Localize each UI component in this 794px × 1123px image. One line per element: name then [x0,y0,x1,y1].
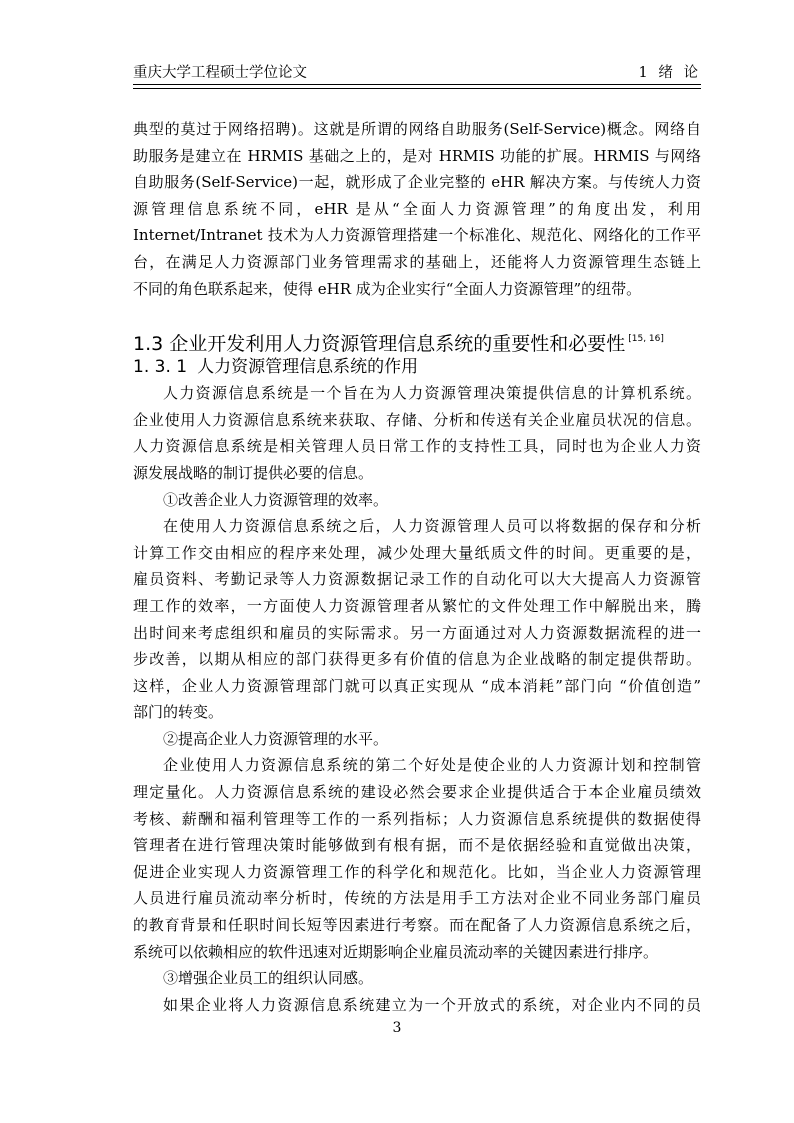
list-item-heading: ①改善企业人力资源管理的效率。 [163,490,389,509]
text-line: 部门的转变。 [133,703,224,722]
text-line: 的教育背景和任职时间长短等因素进行考察。而在配备了人力资源信息系统之后， [133,916,701,935]
subsection-number: 1. 3. 1 [133,357,188,378]
text-line: 管理者在进行管理决策时能够做到有根有据，而不是依据经验和直觉做出决策， [133,836,701,855]
section-number: 1.3 [133,333,164,356]
text-line: 如果企业将人力资源信息系统建立为一个开放式的系统，对企业内不同的员 [163,995,701,1014]
header-thesis-title: 重庆大学工程硕士学位论文 [133,65,307,81]
header-rule-thick [133,84,701,85]
text-line: 源发展战略的制订提供必要的信息。 [133,463,374,482]
text-line: 助服务是建立在 HRMIS 基础之上的，是对 HRMIS 功能的扩展。HRMIS 与网络 [133,146,701,165]
header-chapter-title: 1 绪 论 [638,65,701,81]
text-line: 企业使用人力资源信息系统来获取、存储、分析和传送有关企业雇员状况的信息。 [133,410,701,429]
list-item-heading: ②提高企业人力资源管理的水平。 [163,729,389,748]
header-rule-thin [133,88,701,89]
page-body [133,116,701,1018]
text-line: 计算工作交由相应的程序来处理，减少处理大量纸质文件的时间。更重要的是， [133,543,701,562]
section-citation: [15, 16] [628,334,664,345]
list-item-heading: ③增强企业员工的组织认同感。 [163,969,374,988]
text-line: 步改善，以期从相应的部门获得更多有价值的信息为企业战略的制定提供帮助。 [133,650,701,669]
text-line: 理定量化。人力资源信息系统的建设必然会要求企业提供适合于本企业雇员绩效 [133,783,701,802]
text-line: 雇员资料、考勤记录等人力资源数据记录工作的自动化可以大大提高人力资源管 [133,570,701,589]
subsection-title: 人力资源管理信息系统的作用 [197,357,419,378]
text-line: 出时间来考虑组织和雇员的实际需求。另一方面通过对人力资源数据流程的进一 [133,623,701,642]
subsection-heading [133,354,701,380]
text-line: 系统可以依赖相应的软件迅速对近期影响企业雇员流动率的关键因素进行排序。 [133,942,659,961]
text-line: 典型的莫过于网络招聘)。这就是所谓的网络自助服务(Self-Service)概念。网络自 [133,120,701,138]
text-line: 人力资源信息系统是相关管理人员日常工作的支持性工具，同时也为企业人力资 [133,437,701,456]
text-line: 促进企业实现人力资源管理工作的科学化和规范化。比如，当企业人力资源管理 [133,862,701,881]
text-line: 不同的角色联系起来，使得 eHR 成为企业实行“全面人力资源管理”的纽带。 [133,279,642,298]
text-line: 在使用人力资源信息系统之后，人力资源管理人员可以将数据的保存和分析 [163,517,701,536]
text-line: 这样，企业人力资源管理部门就可以真正实现从 “成本消耗”部门向 “价值创造” [133,676,701,695]
section-heading [133,324,701,354]
text-line: 理工作的效率，一方面使人力资源管理者从繁忙的文件处理工作中解脱出来，腾 [133,596,701,615]
text-line: 企业使用人力资源信息系统的第二个好处是使企业的人力资源计划和控制管 [163,756,701,775]
text-line: 自助服务(Self-Service)一起，就形成了企业完整的 eHR 解决方案。与传统人力资 [133,173,701,192]
running-header [133,62,701,84]
section-title: 企业开发利用人力资源管理信息系统的重要性和必要性 [169,333,626,356]
text-line: 台，在满足人力资源部门业务管理需求的基础上，还能将人力资源管理生态链上 [133,252,701,271]
page-number: 3 [392,1020,402,1036]
text-line: Internet/Intranet 技术为人力资源管理搭建一个标准化、规范化、网络化的工作平 [133,226,701,245]
text-line: 源管理信息系统不同，eHR 是从“全面人力资源管理”的角度出发，利用 [133,199,701,218]
text-line: 人员进行雇员流动率分析时，传统的方法是用手工方法对企业不同业务部门雇员 [133,889,701,908]
spacer [133,302,701,324]
text-line: 考核、薪酬和福利管理等工作的一系列指标；人力资源信息系统提供的数据使得 [133,809,701,828]
text-line: 人力资源信息系统是一个旨在为人力资源管理决策提供信息的计算机系统。 [163,384,701,403]
